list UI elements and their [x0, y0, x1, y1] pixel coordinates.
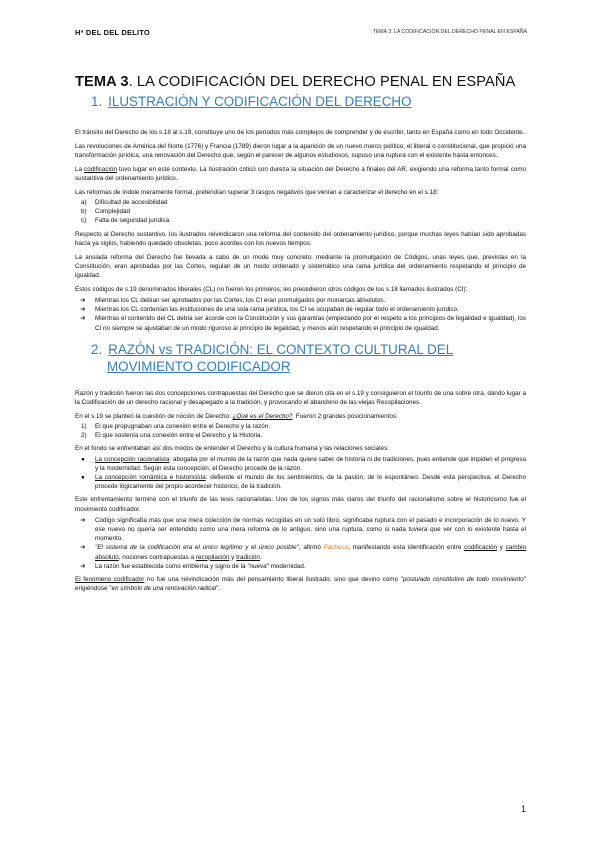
section-1-number: 1. [91, 94, 103, 109]
section-2-number: 2. [91, 341, 103, 357]
header-right: TEMA 3: LA CODIFICACIÓN DEL DERECHO PENAL EN ESPAÑA [372, 29, 527, 35]
pacheco-name: Pacheco [323, 544, 349, 552]
list-item: c) Falta de seguridad jurídica [81, 217, 170, 225]
paragraph: Las reformas de índole meramente formal, pretendían superar 3 rasgos negativos que venían a caracterizar el derecho en el s.18: [75, 188, 439, 196]
arrow-icon: ➔ [80, 315, 86, 323]
arrow-icon: ➔ [80, 544, 86, 552]
bullet-list [75, 455, 526, 492]
paragraph: Las revoluciones de América del Norte (1776) y Francia (1789) dieron lugar a la aparición de un nuevo marco político, el liberal o constitucional, que propició una transformación jurídica, una renovación del Derecho que, según el parecer de algunos estudiosos, supuso una ruptura con el existente hasta entonces. [75, 142, 526, 159]
list-item: ➔ Mientras los CL debían ser aprobados por las Cortes, los CI eran promulgados por monarcas absolutos. [80, 297, 386, 305]
paragraph: Estos códigos de s.19 denominados liberales (CL) no fueron los primeros; les precedieron otros códigos de los s.18 llamados ilustrados (CI): [75, 285, 468, 293]
page-title [75, 74, 526, 90]
list-item: ➔ La razón fue establecida como emblema y signo de la "nueva" modernidad. [80, 562, 306, 570]
header-left: Hª DEL DEL DELITO [75, 28, 150, 37]
paragraph: Este enfrentamiento terminó con el triunfo de las tesis racionalistas. Uno de los signos más claros del triunfo del racionalismo sobre el historicismo fue el movimiento codificador. [75, 496, 526, 513]
list-item: a) Dificultad de accesibilidad [81, 199, 168, 206]
number-list [75, 422, 526, 440]
arrow-list-2 [75, 516, 526, 571]
paragraph: La ansiada reforma del Derecho fue llevada a cabo de un modo muy concreto: mediante la promulgación de Códigos, unas leyes que, previstas en la Constitución, eran aprobadas por las Cortes, regulan de un modo ordenado y sistemático una rama jurídica del ordenamiento respetando el principio de igualdad. [75, 253, 526, 280]
list-item: 2) El que sostenía una conexión entre el Derecho y la Historia. [81, 432, 263, 440]
list-item: ➔ Mientras los CL contenían las instituciones de una sola rama jurídica, los CI se ocupaban de regular todo el ordenamiento jurídico. [80, 306, 459, 314]
list-item: b) Complejidad [81, 208, 131, 216]
document-body [75, 74, 526, 598]
paragraph: En el fondo se enfrentaban así dos modos de entender el Derecho y la cultura humana y las relaciones sociales: [75, 445, 389, 453]
list-item: ➔ "El sistema de la codificación era el único legítimo y el único posible", afirmó Pacheco, manifestando esta identificación entre codificación y cambio absoluto, nociones contrapuestas a recopilación y tradición. [80, 544, 526, 561]
list-item: ➔ Mientras el contenido del CL debía ser acorde con la Constitución y sus garantías (empezando por el respeto a los principios de legalidad e igualdad), los CI no siempre se ajustaban de un modo riguroso al principio de legalidad, y menos aún respetando el principio de igualdad. [80, 315, 526, 332]
title-rest: . LA CODIFICACIÓN DEL DERECHO PENAL EN ESPAÑA [128, 74, 516, 90]
arrow-icon: ➔ [80, 562, 86, 570]
letter-list [75, 198, 526, 226]
paragraph: En el s.19 se planteó la cuestión de noción de Derecho: ¿Qué es el Derecho?. Fueron 2 grandes posicionamientos: [75, 412, 398, 420]
paragraph: Respecto al Derecho sustantivo, los ilustrados reivindicaron una reforma del contenido del ordenamiento jurídico, porque muchas leyes habían sido aprobadas hacía ya siglos, habiendo quedado obsoletas, poco acordes con los nuevos tiempos. [75, 230, 526, 247]
page-number: 1 [520, 804, 526, 814]
arrow-icon: ➔ [80, 306, 86, 314]
section-2-title-line1: RAZÓN vs TRADICIÓN: EL CONTEXTO CULTURAL DEL [108, 341, 454, 357]
arrow-icon: ➔ [80, 297, 86, 305]
list-item: 1) El que propugnaban una conexión entre el Derecho y la razón. [81, 423, 271, 431]
section-1-heading [91, 93, 526, 110]
section-2-heading [91, 341, 526, 375]
paragraph: El tránsito del Derecho de los s.18 al s.19, constituye uno de los períodos más complejos de comprender y de escribir, tanto en España como en todo Occidente. [75, 129, 525, 136]
title-bold: TEMA 3 [75, 74, 129, 90]
section-2-title-line2: MOVIMIENTO CODIFICADOR [107, 358, 291, 374]
list-item: ● La concepción racionalista: abogaba por el mundo de la razón que nada quiere saber de historia ni de tradiciones, pues entiende que impiden el progreso y la modernidad. Según esta concepción, el Derecho procede de la razón. [81, 455, 527, 472]
paragraph: El fenómeno codificador no fue una reivindicación más del pensamiento liberal ilustrado, sino que devino como "postulado constitutivo de todo movimiento" erigiéndose "en símbolo de una renovación radical". [75, 576, 527, 593]
paragraph: Razón y tradición fueron las dos concepciones contrapuestas del Derecho que se dieron cita en el s.19 y consiguieron el triunfo de una sobre otra, dando lugar a la Codificación de un derecho racional y desapegado a la tradición, y provocando el abandono de las viejas Recopilaciones. [75, 389, 526, 407]
section-1-title: ILUSTRACIÓN Y CODIFICACIÓN DEL DERECHO [108, 94, 412, 109]
arrow-list [75, 296, 526, 333]
list-item: ➔ Código significaba más que una mera colección de normas recogidas en un solo libro, significaba ruptura con el pasado e incorporación de lo nuevo. Y ese nuevo no quería ser entendido como una mera reforma de lo antiguo, sino una ruptura, como si nada tuviera que ver con lo existente hasta el momento. [80, 516, 526, 543]
arrow-icon: ➔ [80, 516, 86, 524]
bullet-icon: ● [81, 474, 85, 482]
list-item: ● La concepción romántica e historicista: defiende el mundo de los sentimientos, de la pasión, de lo espontáneo. Desde esta perspectiva, el Derecho procede lógicamente del propio acontecer histórico, de la tradición. [81, 474, 526, 491]
codificacion-term: codificación [84, 165, 117, 173]
paragraph: La codificación tuvo lugar en este contexto. La Ilustración criticó con dureza la situación del Derecho a finales del AR, exigiendo una reforma tanto formal como sustantiva del ordenamiento jurídico. [75, 165, 526, 182]
bullet-icon: ● [81, 455, 85, 463]
